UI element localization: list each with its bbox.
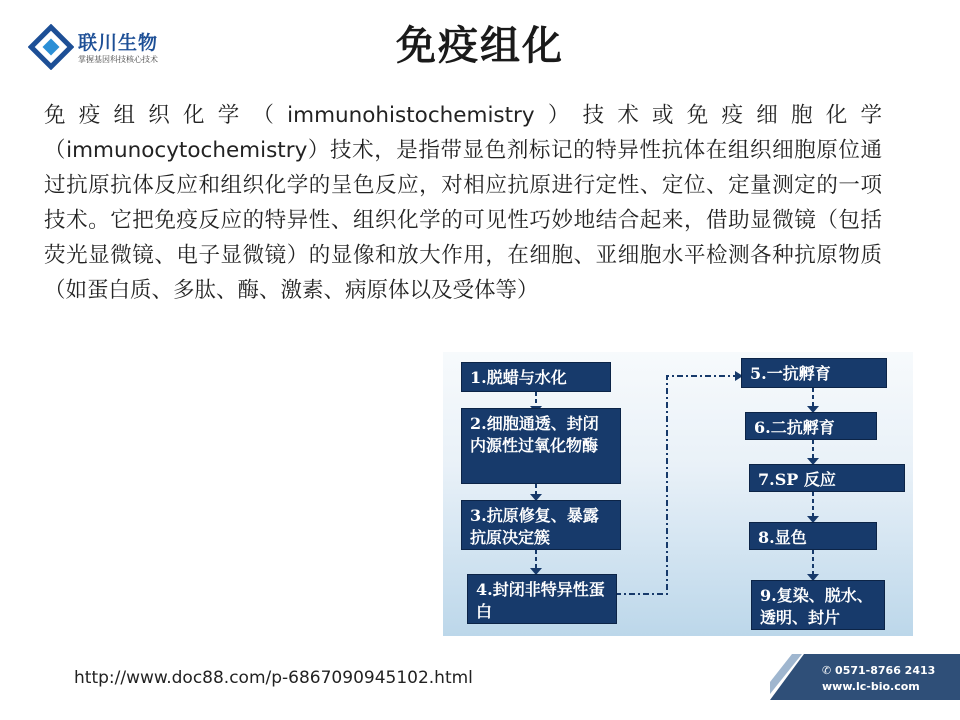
step-3: 3.抗原修复、暴露抗原决定簇 [461, 500, 621, 550]
contact-band-shape [770, 654, 960, 700]
logo-tagline: 掌握基因科技核心技术 [78, 55, 158, 64]
slide-title: 免疫组化 [396, 23, 564, 69]
contact-banner [770, 654, 960, 700]
step-7: 7.SP 反应 [749, 464, 905, 492]
contact-website: www.lc-bio.com [822, 680, 920, 693]
step-8: 8.显色 [749, 522, 877, 550]
step-1: 1.脱蜡与水化 [461, 362, 611, 392]
step-5: 5.一抗孵育 [741, 358, 887, 388]
step-9: 9.复染、脱水、透明、封片 [751, 580, 885, 630]
logo-name: 联川生物 [78, 32, 159, 54]
step-6: 6.二抗孵育 [745, 412, 877, 440]
step-2: 2.细胞通透、封闭内源性过氧化物酶 [461, 408, 621, 484]
body-paragraph: 免疫组织化学（immunohistochemistry）技术或免疫细胞化学（immunocytochemistry）技术，是指带显色剂标记的特异性抗体在组织细胞原位通过抗原抗体反应和组织化学的呈色反应，对相应抗原进行定性、定位、定量测定的一项技术。它把免疫反应的特异性、组织化学的可见性巧妙地结合起来，借助显微镜（包括荧光显微镜、电子显微镜）的显像和放大作用，在细胞、亚细胞水平检测各种抗原物质（如蛋白质、多肽、酶、激素、病原体以及受体等） [44, 103, 882, 303]
source-url: http://www.doc88.com/p-6867090945102.html [74, 668, 473, 688]
step-4: 4.封闭非特异性蛋白 [467, 574, 617, 624]
ihc-flowchart [443, 352, 913, 636]
contact-phone: ✆ 0571-8766 2413 [822, 664, 936, 677]
